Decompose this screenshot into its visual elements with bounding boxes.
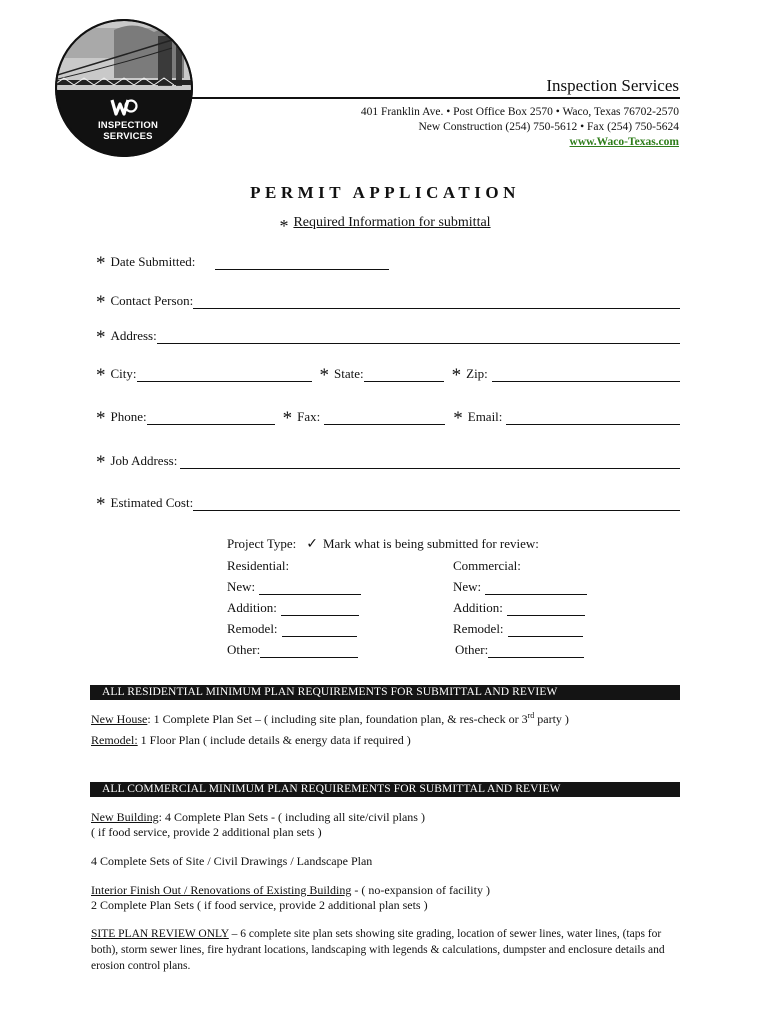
residential-other-row <box>227 642 358 658</box>
commercial-other-label: Other: <box>455 642 489 657</box>
required-star: * <box>279 216 289 236</box>
required-star: * <box>96 253 106 274</box>
city-state-zip-row <box>96 360 680 386</box>
commercial-heading: Commercial: <box>453 558 521 573</box>
new-house-sup: rd <box>527 711 535 720</box>
new-building-note: ( if food service, provide 2 additional plan sets ) <box>91 825 322 839</box>
new-house-text: : 1 Complete Plan Set – ( including site plan, foundation plan, & res-check or 3 <box>147 712 528 726</box>
required-star: * <box>451 365 462 386</box>
commercial-new-field[interactable] <box>485 580 587 595</box>
zip-field[interactable] <box>492 367 680 382</box>
address-field[interactable] <box>157 329 680 344</box>
commercial-addition-field[interactable] <box>507 601 585 616</box>
residential-addition-field[interactable] <box>281 601 359 616</box>
commercial-remodel-row <box>453 621 583 637</box>
residential-heading: Residential: <box>227 558 290 573</box>
contact-person-label: Contact Person: <box>110 293 194 308</box>
city-field[interactable] <box>137 367 312 382</box>
org-name: Inspection Services <box>546 76 679 95</box>
estimated-cost-field[interactable] <box>193 496 680 511</box>
required-star: * <box>96 327 106 348</box>
residential-remodel-label: Remodel: <box>227 621 278 636</box>
remodel-requirement <box>91 733 411 748</box>
residential-remodel-field[interactable] <box>282 622 357 637</box>
required-star: * <box>96 408 106 429</box>
state-field[interactable] <box>364 367 444 382</box>
commercial-remodel-field[interactable] <box>508 622 583 637</box>
site-plan-review-text: – 6 complete site plan sets showing site grading, location of sewer lines, water lines, (taps for both), storm sewer lines, fire hydrant locations, landscaping with legends & calculations, dumpster and enclosure details and erosion control plans. <box>91 928 665 972</box>
required-star: * <box>96 494 106 515</box>
required-star: * <box>96 292 106 313</box>
required-star: * <box>453 408 463 429</box>
email-label: Email: <box>467 409 503 424</box>
new-building-requirement <box>91 810 425 825</box>
required-star: * <box>96 365 106 386</box>
commercial-new-label: New: <box>453 579 482 594</box>
project-type-instruction: Mark what is being submitted for review: <box>323 536 539 551</box>
new-house-text-end: party ) <box>534 712 569 726</box>
fax-field[interactable] <box>324 410 445 425</box>
interior-finish-label: Interior Finish Out / Renovations of Existing Building <box>91 883 352 897</box>
new-building-text: : 4 Complete Plan Sets - ( including all site/civil plans ) <box>158 810 425 824</box>
site-civil-requirement: 4 Complete Sets of Site / Civil Drawings / Landscape Plan <box>91 854 373 868</box>
residential-new-field[interactable] <box>259 580 361 595</box>
commercial-other-field[interactable] <box>488 643 584 658</box>
residential-remodel-row <box>227 621 357 637</box>
new-building-label: New Building <box>91 810 159 824</box>
new-house-label: New House <box>91 712 148 726</box>
address-label: Address: <box>110 328 157 343</box>
address-line-1: 401 Franklin Ave. • Post Office Box 2570 • Waco, Texas 76702-2570 <box>360 106 679 118</box>
required-note <box>0 214 770 236</box>
commercial-remodel-label: Remodel: <box>453 621 504 636</box>
commercial-requirements-banner: ALL COMMERCIAL MINIMUM PLAN REQUIREMENTS FOR SUBMITTAL AND REVIEW <box>90 782 680 797</box>
commercial-addition-row <box>453 600 585 616</box>
commercial-other-row <box>455 642 584 658</box>
interior-finish-note: 2 Complete Plan Sets ( if food service, provide 2 additional plan sets ) <box>91 898 428 912</box>
email-field[interactable] <box>506 410 680 425</box>
required-star: * <box>96 452 106 473</box>
site-plan-review-label: SITE PLAN REVIEW ONLY <box>91 928 229 940</box>
address-row <box>96 322 680 348</box>
form-title: PERMIT APPLICATION <box>250 183 520 202</box>
date-submitted-field[interactable] <box>215 255 389 270</box>
remodel-label: Remodel: <box>91 733 138 747</box>
required-note-text: Required Information for submittal <box>293 215 491 230</box>
residential-new-label: New: <box>227 579 256 594</box>
date-submitted-row <box>96 248 680 274</box>
residential-other-field[interactable] <box>260 643 358 658</box>
header-rule <box>183 97 680 99</box>
state-label: State: <box>334 366 364 381</box>
residential-other-label: Other: <box>227 642 261 657</box>
website-link[interactable]: www.Waco-Texas.com <box>569 136 679 148</box>
project-type-header <box>227 536 539 552</box>
job-address-field[interactable] <box>180 454 680 469</box>
date-submitted-label: Date Submitted: <box>110 254 196 269</box>
checkmark-icon: ✓ <box>306 536 318 552</box>
zip-label: Zip: <box>466 366 488 381</box>
city-label: City: <box>110 366 137 381</box>
remodel-text: 1 Floor Plan ( include details & energy data if required ) <box>137 733 411 747</box>
phone-field[interactable] <box>147 410 275 425</box>
required-star: * <box>282 408 293 429</box>
interior-finish-text: - ( no-expansion of facility ) <box>351 883 490 897</box>
new-house-requirement <box>91 711 569 727</box>
fax-label: Fax: <box>297 409 321 424</box>
residential-new-row <box>227 579 361 595</box>
commercial-addition-label: Addition: <box>453 600 503 615</box>
residential-requirements-banner: ALL RESIDENTIAL MINIMUM PLAN REQUIREMENTS FOR SUBMITTAL AND REVIEW <box>90 685 680 700</box>
address-line-2: New Construction (254) 750-5612 • Fax (254) 750-5624 <box>418 121 679 133</box>
interior-finish-requirement <box>91 883 490 898</box>
site-plan-review-paragraph <box>91 926 681 974</box>
contact-person-row <box>96 287 680 313</box>
contact-person-field[interactable] <box>193 294 680 309</box>
job-address-label: Job Address: <box>110 453 178 468</box>
residential-addition-label: Addition: <box>227 600 277 615</box>
phone-fax-email-row <box>96 403 680 429</box>
residential-addition-row <box>227 600 359 616</box>
estimated-cost-label: Estimated Cost: <box>110 495 194 510</box>
commercial-new-row <box>453 579 587 595</box>
job-address-row <box>96 447 680 473</box>
estimated-cost-row <box>96 489 680 515</box>
logo-text: INSPECTION SERVICES <box>97 120 159 142</box>
phone-label: Phone: <box>110 409 147 424</box>
project-type-label: Project Type: <box>227 536 297 551</box>
required-star: * <box>319 365 330 386</box>
